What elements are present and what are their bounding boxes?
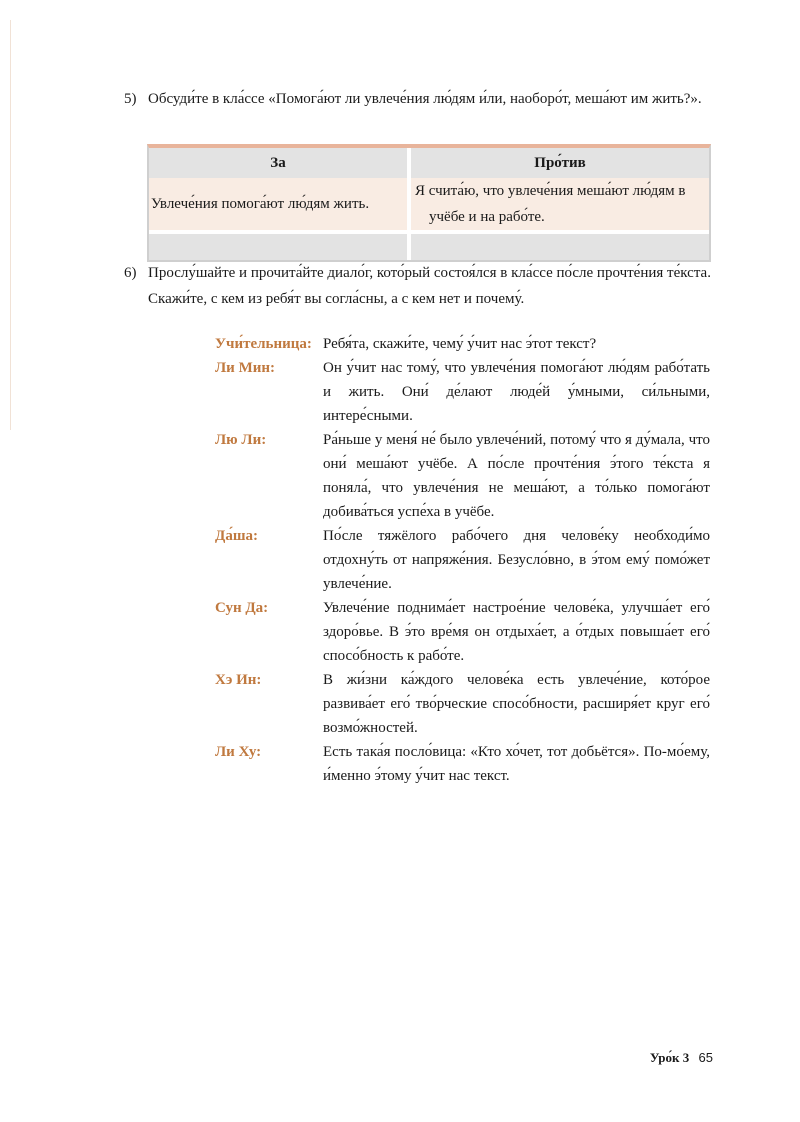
dialog-speech: Есть така́я посло́вица: «Кто хо́чет, тот добьётся». По-мо́ему, и́менно э́тому у́чит нас текст. [323,744,710,784]
task-5-text: Обсуди́те в кла́ссе «Помога́ют ли увлече́ния лю́дям и́ли, наоборо́т, меша́ют им жить?». [148,91,702,107]
table-header-contra: Про́тив [411,148,709,178]
dialog-speaker: Да́ша: [215,528,258,544]
table-cell-contra-line2: учёбе и на рабо́те. [429,209,545,225]
table-row-empty [149,230,709,260]
page-footer [650,1050,713,1066]
task-6-text: Прослу́шайте и прочита́йте диало́г, кото́рый состоя́лся в кла́ссе по́сле прочте́ния те́кста. Скажи́те, с кем из ребя́т вы согла́сны, а с кем нет и почему́. [148,265,711,307]
dialog-line [215,740,710,788]
table-cell-contra [411,178,709,230]
dialog [215,332,710,788]
dialog-speaker: Сун Да: [215,600,269,616]
dialog-speech: Ра́ньше у меня́ не́ было увлече́ний, потому́ что я ду́мала, что они́ меша́ют учёбе. А по́сле прочте́ния э́того те́кста я поняла́, что увлече́ния не меша́ют, а то́лько помога́ют добива́ться успе́ха в учёбе. [323,432,710,520]
lesson-label: Уро́к 3 [649,1050,690,1065]
dialog-speaker: Лю Ли: [215,432,267,448]
dialog-line [215,332,710,356]
task-6 [124,260,714,312]
page-number: 65 [698,1050,713,1065]
table-cell-contra-empty [411,230,709,260]
table-header-pro: За [149,148,411,178]
dialog-speaker: Ли Ху: [215,744,262,760]
dialog-speech: Он у́чит нас тому́, что увлече́ния помога́ют лю́дям рабо́тать и жить. Они́ де́лают люде́й у́мными, си́льными, интере́сными. [323,360,710,424]
dialog-speech: Увлече́ние поднима́ет настрое́ние челове́ка, улучша́ет его́ здоро́вье. В э́то вре́мя он отдыха́ет, а о́тдых повыша́ет его́ спосо́бность к рабо́те. [323,600,710,664]
table-cell-pro: Увлече́ния помога́ют лю́дям жить. [149,178,411,230]
table-cell-pro-empty [149,230,411,260]
dialog-speaker: Ли Мин: [215,360,276,376]
dialog-line [215,356,710,428]
dialog-speech: В жи́зни ка́ждого челове́ка есть увлече́ние, кото́рое развива́ет его́ тво́рческие спосо́бности, расширя́ет круг его́ возмо́жностей. [323,672,710,736]
task-6-number: 6) [124,265,137,281]
table-cell-contra-line1: Я счита́ю, что увлече́ния меша́ют лю́дям в [415,183,686,199]
table-row [149,178,709,230]
dialog-line [215,668,710,740]
margin-line [10,20,11,430]
dialog-speaker: Учи́тельница: [215,336,312,352]
pro-contra-table [147,144,711,262]
dialog-line [215,428,710,524]
task-5-number: 5) [124,91,137,107]
dialog-line [215,596,710,668]
dialog-line [215,524,710,596]
task-5 [124,86,714,112]
dialog-speech: Ребя́та, скажи́те, чему́ у́чит нас э́тот текст? [323,336,597,352]
dialog-speech: По́сле тяжёлого рабо́чего дня челове́ку необходи́мо отдохну́ть от напряже́ния. Безусло́вно, в э́том ему́ помо́жет увлече́ние. [323,528,710,592]
dialog-speaker: Хэ Ин: [215,672,262,688]
